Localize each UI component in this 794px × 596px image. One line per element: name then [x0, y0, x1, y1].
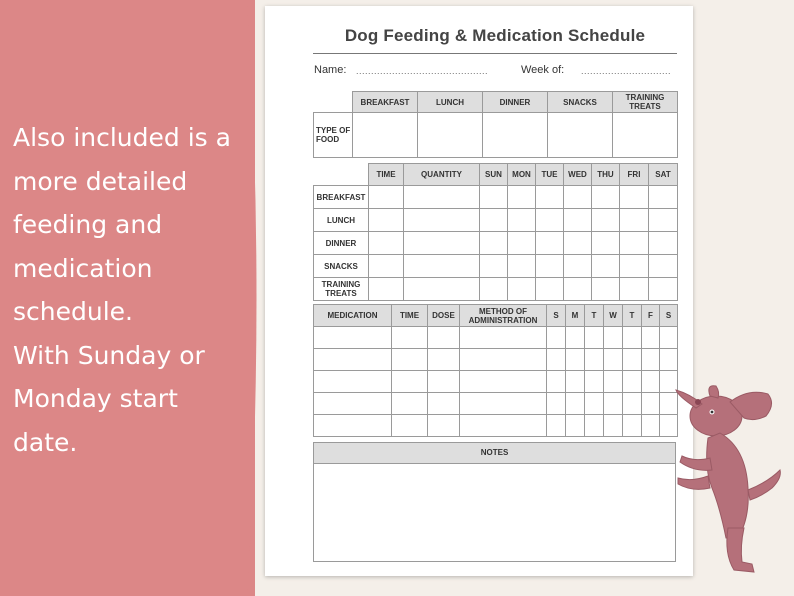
col-header: TIME: [369, 164, 404, 186]
promo-line: more detailed: [13, 166, 188, 196]
table-cell[interactable]: [428, 349, 460, 371]
table-cell[interactable]: [649, 186, 678, 209]
food-type-table: [313, 91, 678, 158]
table-cell[interactable]: [314, 393, 392, 415]
table-cell[interactable]: [642, 349, 660, 371]
table-cell[interactable]: [564, 255, 592, 278]
sheet-title: Dog Feeding & Medication Schedule: [344, 26, 646, 45]
row-header: TYPE OF FOOD: [314, 113, 353, 158]
table-cell[interactable]: [369, 209, 404, 232]
promo-line: feeding and: [13, 210, 163, 239]
table-cell[interactable]: [585, 327, 604, 349]
table-cell[interactable]: [404, 255, 480, 278]
promo-text: [13, 116, 248, 464]
feeding-table: [313, 163, 678, 301]
title-rule: [313, 53, 677, 54]
col-header: TIME: [392, 305, 428, 327]
table-cell[interactable]: [547, 327, 566, 349]
table-cell[interactable]: [592, 255, 620, 278]
table-cell[interactable]: [536, 278, 564, 301]
table-cell[interactable]: [536, 232, 564, 255]
food-cell[interactable]: [418, 113, 483, 158]
table-cell[interactable]: [564, 232, 592, 255]
table-cell[interactable]: [460, 327, 547, 349]
col-header: LUNCH: [418, 92, 483, 113]
table-cell[interactable]: [564, 209, 592, 232]
table-cell[interactable]: [428, 371, 460, 393]
promo-line: Also included is a: [13, 123, 231, 152]
table-cell[interactable]: [428, 327, 460, 349]
col-header: FRI: [620, 164, 649, 186]
table-cell[interactable]: [620, 186, 649, 209]
table-cell[interactable]: [460, 371, 547, 393]
table-cell[interactable]: [566, 327, 585, 349]
table-cell[interactable]: [620, 255, 649, 278]
table-cell[interactable]: [314, 371, 392, 393]
col-header: TUE: [536, 164, 564, 186]
table-cell[interactable]: [480, 209, 508, 232]
food-cell[interactable]: [483, 113, 548, 158]
col-header: TRAINING TREATS: [613, 92, 678, 113]
table-cell[interactable]: [604, 371, 623, 393]
table-cell[interactable]: [566, 415, 585, 437]
col-header: M: [566, 305, 585, 327]
table-cell[interactable]: [428, 393, 460, 415]
medication-table: [313, 304, 678, 437]
col-header: SAT: [649, 164, 678, 186]
table-cell[interactable]: [508, 255, 536, 278]
table-cell[interactable]: [547, 349, 566, 371]
table-cell[interactable]: [508, 209, 536, 232]
table-cell[interactable]: [623, 415, 642, 437]
table-cell[interactable]: [480, 278, 508, 301]
col-header: SNACKS: [548, 92, 613, 113]
table-cell[interactable]: [547, 415, 566, 437]
table-cell[interactable]: [392, 415, 428, 437]
schedule-sheet: [265, 6, 693, 576]
table-cell[interactable]: [392, 349, 428, 371]
table-cell[interactable]: [314, 327, 392, 349]
table-cell[interactable]: [564, 278, 592, 301]
table-cell[interactable]: [508, 186, 536, 209]
table-cell[interactable]: [480, 232, 508, 255]
table-cell[interactable]: [642, 327, 660, 349]
notes-header: NOTES: [314, 443, 675, 464]
table-cell[interactable]: [620, 278, 649, 301]
col-header: DOSE: [428, 305, 460, 327]
table-cell[interactable]: [642, 393, 660, 415]
table-cell[interactable]: [620, 209, 649, 232]
week-label: Week of:: [521, 64, 565, 76]
table-cell[interactable]: [566, 393, 585, 415]
table-cell[interactable]: [642, 371, 660, 393]
promo-line: schedule.: [13, 297, 133, 326]
table-cell[interactable]: [508, 278, 536, 301]
promo-line: Monday start: [13, 384, 178, 413]
col-header: METHOD OF ADMINISTRATION: [460, 305, 547, 327]
table-cell[interactable]: [623, 349, 642, 371]
table-cell[interactable]: [547, 371, 566, 393]
table-cell[interactable]: [404, 278, 480, 301]
table-cell[interactable]: [404, 232, 480, 255]
promo-line: date.: [13, 427, 78, 457]
table-cell[interactable]: [604, 393, 623, 415]
table-cell[interactable]: [508, 232, 536, 255]
col-header: SUN: [480, 164, 508, 186]
table-cell[interactable]: [392, 371, 428, 393]
table-cell[interactable]: [604, 415, 623, 437]
table-cell[interactable]: [585, 393, 604, 415]
table-cell[interactable]: [642, 415, 660, 437]
food-cell[interactable]: [613, 113, 678, 158]
table-cell[interactable]: [649, 278, 678, 301]
table-cell[interactable]: [369, 232, 404, 255]
table-cell[interactable]: [623, 393, 642, 415]
table-cell[interactable]: [649, 232, 678, 255]
promo-line: With Sunday or: [13, 340, 205, 370]
corner-cell: [314, 164, 369, 186]
table-cell[interactable]: [660, 349, 678, 371]
col-header: MEDICATION: [314, 305, 392, 327]
table-cell[interactable]: [369, 278, 404, 301]
table-cell[interactable]: [592, 209, 620, 232]
row-header: BREAKFAST: [314, 186, 369, 209]
corner-cell: [314, 92, 353, 113]
table-cell[interactable]: [566, 349, 585, 371]
table-cell[interactable]: [585, 415, 604, 437]
row-header: TRAINING TREATS: [314, 278, 369, 301]
table-cell[interactable]: [460, 349, 547, 371]
food-cell[interactable]: [548, 113, 613, 158]
table-cell[interactable]: [604, 349, 623, 371]
row-header: LUNCH: [314, 209, 369, 232]
table-cell[interactable]: [623, 327, 642, 349]
col-header: T: [623, 305, 642, 327]
table-cell[interactable]: [404, 186, 480, 209]
col-header: W: [604, 305, 623, 327]
col-header: THU: [592, 164, 620, 186]
col-header: QUANTITY: [404, 164, 480, 186]
col-header: MON: [508, 164, 536, 186]
col-header: WED: [564, 164, 592, 186]
col-header: DINNER: [483, 92, 548, 113]
table-cell[interactable]: [404, 209, 480, 232]
table-cell[interactable]: [592, 186, 620, 209]
notes-box[interactable]: [313, 442, 676, 562]
table-cell[interactable]: [585, 349, 604, 371]
table-cell[interactable]: [604, 327, 623, 349]
table-cell[interactable]: [460, 393, 547, 415]
table-cell[interactable]: [460, 415, 547, 437]
dog-silhouette-icon: [668, 378, 794, 578]
col-header: S: [660, 305, 678, 327]
table-cell[interactable]: [369, 186, 404, 209]
row-header: SNACKS: [314, 255, 369, 278]
table-cell[interactable]: [392, 327, 428, 349]
table-cell[interactable]: [564, 186, 592, 209]
promo-line: medication: [13, 253, 153, 283]
table-cell[interactable]: [592, 232, 620, 255]
table-cell[interactable]: [623, 371, 642, 393]
table-cell[interactable]: [547, 393, 566, 415]
week-field[interactable]: ..............................: [581, 66, 672, 76]
table-cell[interactable]: [314, 349, 392, 371]
table-cell[interactable]: [369, 255, 404, 278]
table-cell[interactable]: [480, 186, 508, 209]
table-cell[interactable]: [536, 186, 564, 209]
table-cell[interactable]: [480, 255, 508, 278]
col-header: S: [547, 305, 566, 327]
col-header: T: [585, 305, 604, 327]
table-cell[interactable]: [649, 209, 678, 232]
table-cell[interactable]: [536, 209, 564, 232]
name-label: Name:: [314, 64, 347, 76]
table-cell[interactable]: [620, 232, 649, 255]
table-cell[interactable]: [566, 371, 585, 393]
table-cell[interactable]: [585, 371, 604, 393]
name-field[interactable]: ............................................: [356, 66, 489, 76]
col-header: BREAKFAST: [353, 92, 418, 113]
table-cell[interactable]: [392, 393, 428, 415]
table-cell[interactable]: [314, 415, 392, 437]
col-header: F: [642, 305, 660, 327]
food-cell[interactable]: [353, 113, 418, 158]
row-header: DINNER: [314, 232, 369, 255]
table-cell[interactable]: [660, 327, 678, 349]
table-cell[interactable]: [428, 415, 460, 437]
table-cell[interactable]: [536, 255, 564, 278]
table-cell[interactable]: [649, 255, 678, 278]
table-cell[interactable]: [592, 278, 620, 301]
